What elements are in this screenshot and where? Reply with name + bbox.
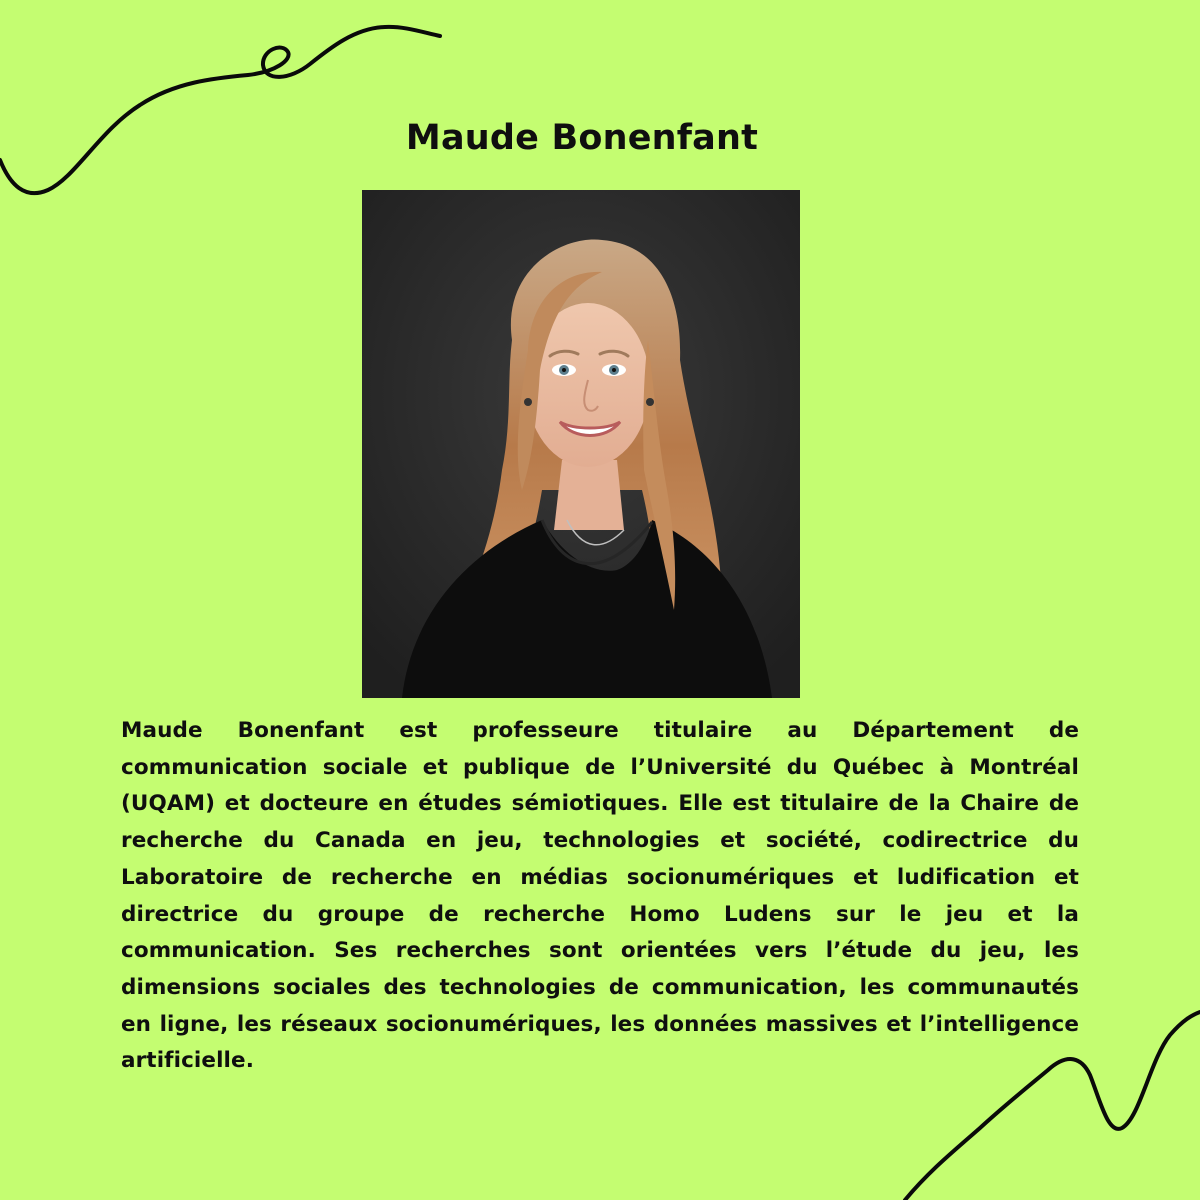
profile-name: Maude Bonenfant	[405, 118, 759, 158]
squiggle-top-left	[0, 27, 440, 193]
profile-bio: Maude Bonenfant est professeure titulaire au Département de communication sociale et publique de l’Université du Québec à Montréal (UQAM) et docteure en études sémiotiques. Elle est titulaire de la Chaire de recherche du Canada en jeu, technologies et société, codirectrice du Laboratoire de recherche en médias socionumériques et ludification et directrice du groupe de recherche Homo Ludens sur le jeu et la communication. Ses recherches sont orientées vers l’étude du jeu, les dimensions sociales des technologies de communication, les communautés en ligne, les réseaux socionumériques, les données massives et l’intelligence artificielle.	[121, 718, 1079, 1074]
portrait-illustration	[362, 190, 800, 698]
portrait-photo	[362, 190, 800, 698]
